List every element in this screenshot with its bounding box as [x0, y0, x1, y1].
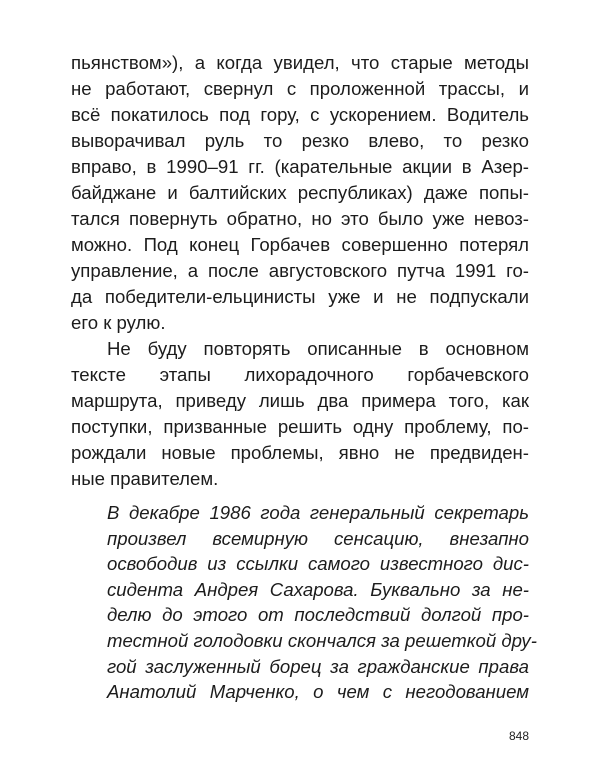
text-line: маршрута, приведу лишь два примера того, как — [71, 390, 529, 411]
page-number: 848 — [508, 729, 529, 743]
text-line: байджане и балтийских республиках) даже попы- — [71, 182, 529, 203]
text-line: тался повернуть обратно, но это было уже невоз- — [71, 208, 529, 229]
quote-line: произвел всемирную сенсацию, внезапно — [107, 527, 529, 549]
text-line: поступки, призванные решить одну проблему, по- — [71, 416, 529, 437]
text-line: не работают, свернул с проложенной трассы, и — [71, 78, 529, 99]
text-line: тексте этапы лихорадочного горбачевского — [71, 364, 529, 385]
text-line: всё покатилось под гору, с ускорением. Водитель — [71, 104, 529, 125]
quote-line: В декабре 1986 года генеральный секретарь — [107, 502, 529, 523]
quote-line: гой заслуженный борец за гражданские права — [107, 655, 529, 677]
paragraph-1 — [71, 50, 529, 336]
text-line: можно. Под конец Горбачев совершенно потерял — [71, 234, 529, 255]
book-page — [71, 50, 537, 705]
quote-line: освободив из ссылки самого известного дис- — [107, 553, 529, 575]
text-line: Не буду повторять описанные в основном — [107, 338, 529, 359]
text-line: вправо, в 1990–91 гг. (карательные акции в Азер- — [71, 156, 529, 177]
paragraph-2 — [71, 336, 529, 492]
italic-quote-block — [71, 500, 537, 705]
quote-line: Анатолий Марченко, о чем с негодованием — [107, 681, 529, 703]
text-line: рождали новые проблемы, явно не предвиден- — [71, 442, 529, 463]
text-line: ные правителем. — [71, 468, 219, 489]
text-line: пьянством»), а когда увидел, что старые методы — [71, 52, 529, 73]
text-line: его к рулю. — [71, 312, 166, 333]
quote-line: тестной голодовки скончался за решеткой дру- — [107, 629, 537, 651]
text-line: управление, а после августовского путча 1991 го- — [71, 260, 529, 281]
text-line: выворачивал руль то резко влево, то резко — [71, 130, 529, 151]
text-line: да победители-ельцинисты уже и не подпускали — [71, 286, 529, 307]
quote-line: сидента Андрея Сахарова. Буквально за не- — [107, 578, 529, 600]
quote-line: делю до этого от последствий долгой про- — [107, 604, 529, 626]
